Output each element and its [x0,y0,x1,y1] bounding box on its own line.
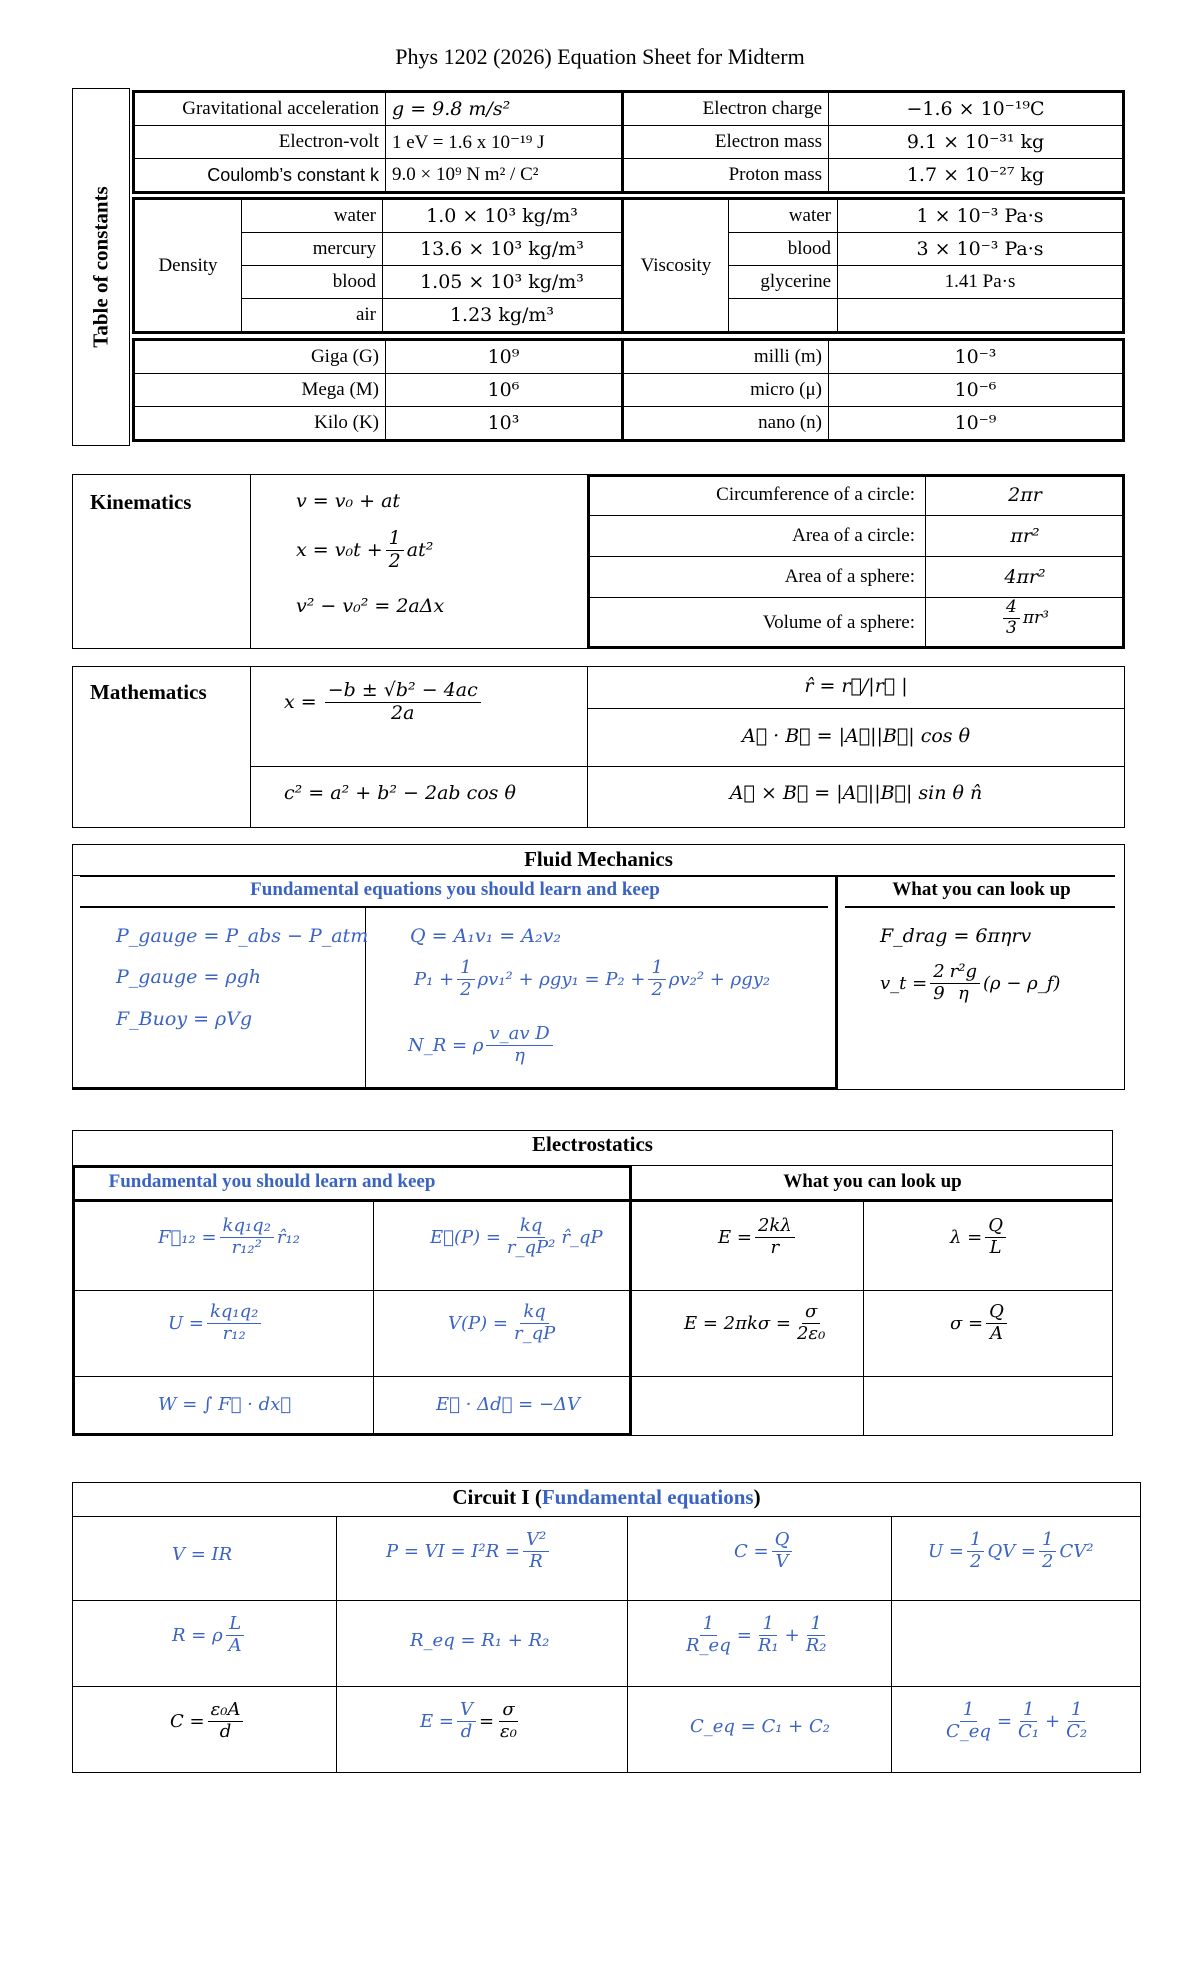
viscosity-name: water [729,199,838,233]
plate-left: C = [170,1710,205,1732]
efield-den2: ε₀ [500,1720,517,1742]
plane-field [684,1302,831,1344]
reynolds-den: η [514,1044,525,1066]
plane-den: 2ε₀ [796,1322,826,1344]
viscosity-empty [838,299,1124,333]
line-left: E = [718,1226,752,1248]
viscosity-label: Viscosity [623,199,729,333]
field-num: kq [517,1216,545,1238]
pe-num: kq₁q₂ [207,1302,261,1324]
resist-left: R = ρ [172,1624,223,1646]
par-num: 1 [700,1614,717,1636]
electric-field [430,1216,603,1258]
parallel-resistance: $\frac{1}{R\_eq}$ = $\frac{1}{\text{R₁}}$ + $\frac{1}{\text{R₂}}$ [680,1614,832,1656]
fluid-title: Fluid Mechanics [524,847,673,871]
grav-label: Gravitational acceleration [134,92,386,126]
half-num: 1 [1039,1530,1056,1552]
frac-num: 4 [1003,598,1020,619]
vt-den2: η [957,982,969,1004]
density-value: 1.05 × 10³ kg/m³ [383,266,623,299]
sigma-def [950,1302,1010,1344]
fluid-lookup-header: What you can look up [892,879,1071,900]
circuit-title [72,1485,1141,1510]
cross-product: A⃗ × B⃗ = |A⃗||B⃗| sin θ n̂ [729,782,983,804]
density-value: 13.6 × 10³ kg/m³ [383,233,623,266]
sigma-left: σ = [950,1312,984,1334]
mathematics-label: Mathematics [90,680,207,704]
prefix-name: nano (n) [623,407,829,441]
constants-side-label [72,88,130,446]
cpar-num: 1 [960,1700,977,1722]
constants-right-top [621,90,1125,194]
emass-label: Electron mass [623,126,829,159]
coulomb-right: r̂₁₂ [276,1226,300,1248]
cpar-den1: C₁ [1018,1720,1040,1742]
coulomb-label: Coulomb’s constant k [134,159,386,193]
half-den: 2 [1042,1550,1054,1572]
par-den-eq: R_eq [686,1634,731,1656]
prefix-value: 10⁶ [386,374,623,407]
energy-left: U = [928,1540,964,1562]
circuit-title-a: Circuit I ( [452,1485,542,1509]
viscosity-name: glycerine [729,266,838,299]
vt-right: (ρ − ρ_f) [983,972,1061,994]
p-gauge: P_gauge = P_abs − P_atm [116,925,369,947]
prefix-value: 10⁻⁹ [829,407,1124,441]
potential-den: r_qP [513,1322,556,1344]
sigma-num: Q [986,1302,1007,1324]
plate-num: ε₀A [208,1700,244,1722]
density-name: water [242,199,383,233]
geom-name: Volume of a sphere: [762,612,915,633]
cpar-num: 1 [1020,1700,1037,1722]
efield-den: d [460,1720,473,1742]
field-potential: E⃗ · Δd⃗ = −ΔV [436,1394,581,1415]
geom-value: 4πr² [1004,566,1046,588]
prefix-value: 10³ [386,407,623,441]
density-name: mercury [242,233,383,266]
unit-vector: r̂ = r⃗/|r⃗ | [804,675,908,697]
line-charge-field [718,1216,798,1258]
kinematics-eq1: v = v₀ + at [296,490,401,512]
density-value: 1.23 kg/m³ [383,299,623,333]
geom-name: Area of a circle: [792,525,915,546]
coulomb-law [158,1216,300,1258]
density-name: air [242,299,383,333]
page-title: Phys 1202 (2026) Equation Sheet for Midterm [395,44,805,69]
cpar-num: 1 [1068,1700,1085,1722]
half-den: 2 [460,978,472,1000]
resistance-eq [172,1614,248,1656]
viscosity-empty [729,299,838,333]
electrostatics-learn-header: Fundamental you should learn and keep [108,1171,436,1192]
ev-value: 1 eV = 1.6 x 10⁻¹⁹ J [386,126,623,159]
pmass-label: Proton mass [623,159,829,193]
kinematics-eq2 [296,528,433,573]
viscosity-value: 1.41 Pa·s [838,266,1124,299]
resist-num: L [226,1614,244,1636]
cap-left: C = [734,1540,769,1562]
flow-rate: Q = A₁v₁ = A₂v₂ [410,925,561,947]
prefix-name: Kilo (K) [134,407,386,441]
prefix-name: micro (μ) [623,374,829,407]
series-capacitance: $\frac{1}{C\_eq}$ = $\frac{1}{\text{C₁}}$ + $\frac{1}{\text{C₂}}$ [940,1700,1093,1742]
vt-num1: 2 [930,962,947,984]
par-num: 1 [807,1614,824,1636]
uniform-field: E = $\frac{V}{d}$ = $\frac{\sigma}{\text{ε₀}}$ [420,1700,523,1742]
viscosity-table [621,197,1125,334]
coulomb-den: r₁₂² [231,1236,262,1258]
ohms-law: V = IR [172,1544,233,1565]
cosine-law: c² = a² + b² − 2ab cos θ [284,782,516,804]
power-den: R [529,1550,543,1572]
par-den1: R₁ [757,1634,779,1656]
par-den2: R₂ [805,1634,827,1656]
geom-name: Circumference of a circle: [716,484,915,505]
half-den: 2 [388,549,401,572]
plate-den: d [219,1720,232,1742]
bern-a: P₁ + [414,968,455,990]
prefix-value: 10⁻⁶ [829,374,1124,407]
line-den: r [770,1236,780,1258]
viscosity-name: blood [729,233,838,266]
power-eq [386,1530,552,1572]
prefix-right-table [621,338,1125,442]
kinematics-label: Kinematics [90,490,192,514]
series-resistance: R_eq = R₁ + R₂ [410,1630,550,1651]
efield-num2: σ [499,1700,517,1722]
coulomb-left: F⃗₁₂ = [158,1226,217,1248]
capacitance-def [734,1530,795,1572]
half-num: 1 [386,528,404,551]
field-right: r̂_qP [561,1226,603,1248]
half-den: 2 [651,978,663,1000]
geom-value: πr² [1010,525,1040,547]
fluid-learn-header: Fundamental equations you should learn and keep [250,879,660,900]
work: W = ∫ F⃗ · dx⃗ [158,1394,292,1415]
kinematics-eq3: v² − v₀² = 2aΔx [296,595,445,617]
coulomb-value: 9.0 × 10⁹ N m² / C² [386,159,623,193]
field-left: E⃗(P) = [430,1226,501,1248]
prefix-value: 10⁹ [386,340,623,374]
capacitor-energy [928,1530,1093,1572]
electrostatics-lookup-header: What you can look up [783,1171,962,1192]
reynolds-num: v_av D [486,1024,552,1046]
efield-left: E = [420,1710,454,1732]
potential-left: V(P) = [448,1312,508,1334]
quad-num: −b ± √b² − 4ac [325,680,481,703]
emass-value: 9.1 × 10⁻³¹ kg [829,126,1124,159]
energy-mid: QV = [987,1540,1036,1562]
power-left: P = VI = I²R = [386,1540,520,1562]
geom-name: Area of a sphere: [784,566,915,587]
ev-label: Electron-volt [134,126,386,159]
geom-value-sphere [1000,598,1049,638]
prefix-name: Giga (G) [134,340,386,374]
plane-num: σ [802,1302,820,1324]
half-num: 1 [967,1530,984,1552]
cpar-den-eq: C_eq [946,1720,991,1742]
kinematics-eq2-right: at² [406,539,434,562]
half-num: 1 [648,958,665,980]
grav-value: g = 9.8 m/s² [386,92,623,126]
vt-left: v_t = [880,972,928,994]
frac-den: 3 [1006,617,1017,638]
bern-b: ρv₁² + ρgy₁ = P₂ + [477,968,646,990]
resist-den: A [228,1634,242,1656]
geom-value: 2πr [1008,484,1042,506]
parallel-plate-capacitance [170,1700,246,1742]
pe-left: U = [168,1312,204,1334]
prefix-value: 10⁻³ [829,340,1124,374]
bern-c: ρv₂² + ρgy₂ [668,968,771,990]
echarge-value: −1.6 × 10⁻¹⁹C [829,92,1124,126]
density-table [132,197,624,334]
lambda-den: L [989,1236,1002,1258]
prefix-name: Mega (M) [134,374,386,407]
pe-den: r₁₂ [222,1322,246,1344]
lambda-def [950,1216,1009,1258]
line-num: 2kλ [755,1216,795,1238]
constants-side-text: Table of constants [88,186,113,348]
cap-num: Q [772,1530,793,1552]
bernoulli [414,958,770,1000]
circuit-title-b: Fundamental equations [541,1485,754,1509]
potential-energy [168,1302,264,1344]
buoyant-force: F_Buoy = ρVg [116,1008,253,1030]
half-num: 1 [457,958,474,980]
power-num: V² [523,1530,549,1552]
quadratic-formula [284,680,484,725]
reynolds-number [408,1024,556,1066]
circuit-title-c: ) [753,1485,761,1509]
field-den: r_qP² [506,1236,556,1258]
energy-right: CV² [1059,1540,1094,1562]
viscosity-value: 1 × 10⁻³ Pa·s [838,199,1124,233]
prefix-left-table [132,338,624,442]
constants-left-top [132,90,624,194]
vt-num2: r²g [947,962,980,984]
prefix-name: milli (m) [623,340,829,374]
parallel-capacitance: C_eq = C₁ + C₂ [690,1716,830,1737]
dot-product: A⃗ · B⃗ = |A⃗||B⃗| cos θ [741,725,971,747]
coulomb-num: kq₁q₂ [220,1216,274,1238]
pmass-value: 1.7 × 10⁻²⁷ kg [829,159,1124,193]
cap-den: V [775,1550,789,1572]
density-label: Density [134,199,242,333]
frac-tail: πr³ [1022,608,1049,629]
quad-den: 2a [390,701,415,724]
viscosity-value: 3 × 10⁻³ Pa·s [838,233,1124,266]
plane-left: E = 2πkσ = [684,1312,791,1334]
half-den: 2 [969,1550,982,1572]
par-num: 1 [759,1614,776,1636]
electrostatics-title: Electrostatics [532,1132,653,1156]
electric-potential [448,1302,561,1344]
echarge-label: Electron charge [623,92,829,126]
density-name: blood [242,266,383,299]
potential-num: kq [520,1302,548,1324]
quad-left: x = [284,691,317,714]
p-gauge-rgh: P_gauge = ρgh [116,966,261,988]
lambda-num: Q [985,1216,1006,1238]
terminal-velocity [880,962,1060,1004]
reynolds-left: N_R = ρ [408,1034,484,1056]
sigma-den: A [989,1322,1003,1344]
efield-num: V [457,1700,476,1722]
vt-den1: 9 [933,982,945,1004]
lambda-left: λ = [950,1226,983,1248]
drag-force: F_drag = 6πηrv [880,925,1032,947]
kinematics-eq2-left: x = v₀t + [296,539,383,562]
cpar-den2: C₂ [1066,1720,1088,1742]
density-value: 1.0 × 10³ kg/m³ [383,199,623,233]
